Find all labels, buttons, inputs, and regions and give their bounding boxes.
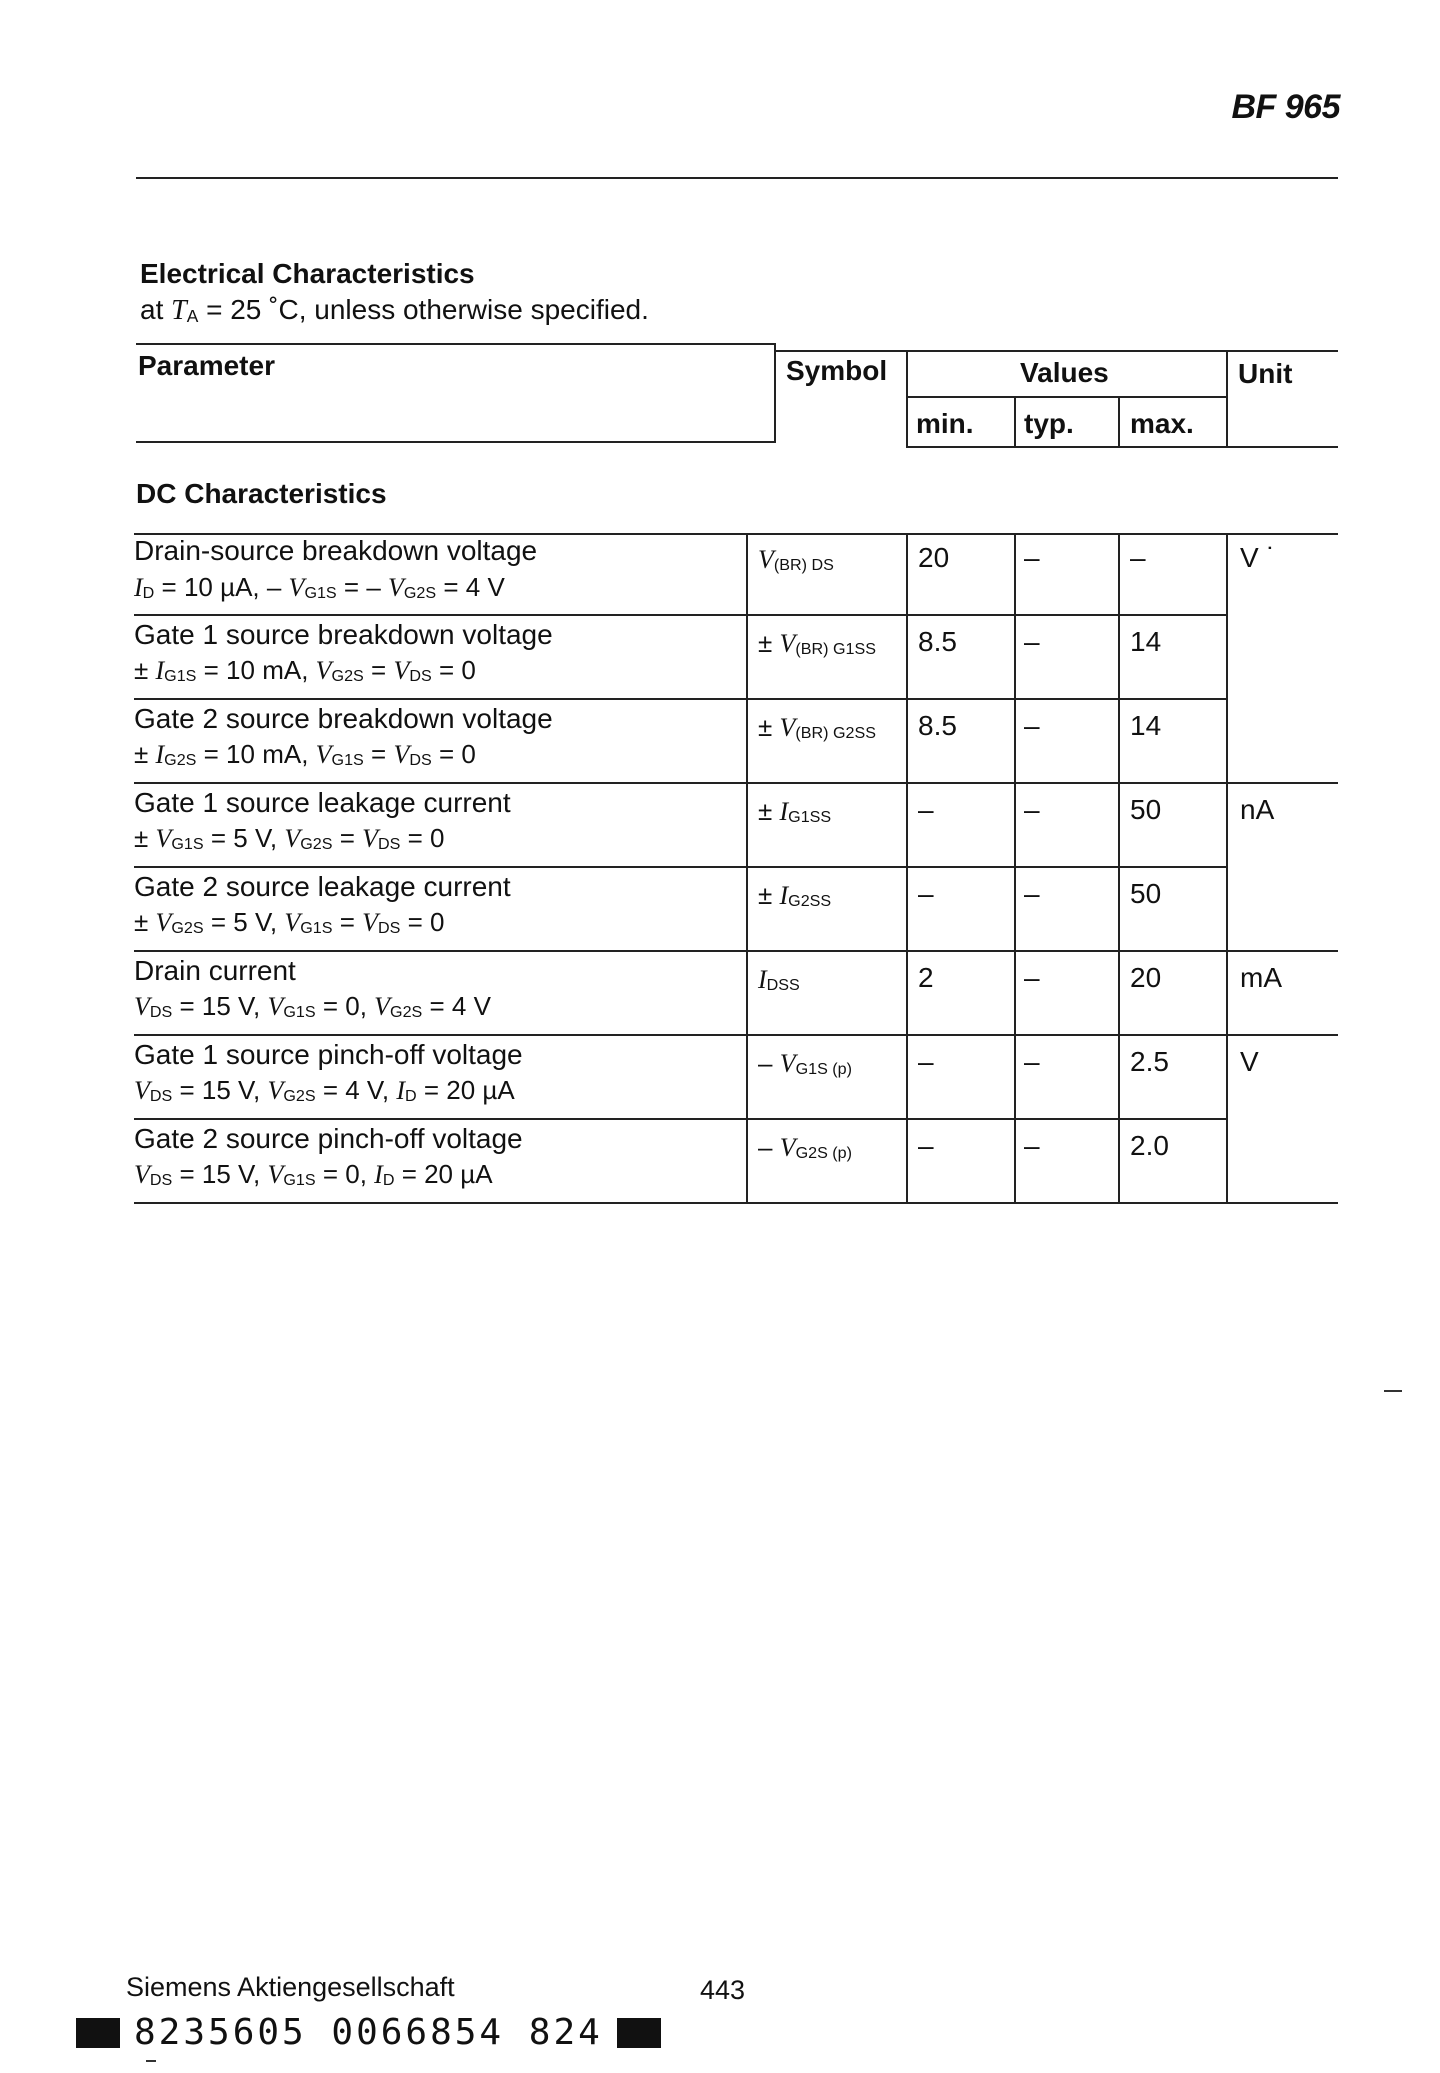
part-number: BF 965 (1231, 88, 1340, 126)
dc-characteristics-title: DC Characteristics (136, 478, 387, 509)
row-parameter: Gate 2 source pinch-off voltage (134, 1123, 523, 1154)
row-max: 2.5 (1130, 1046, 1169, 1077)
row-max: 2.0 (1130, 1130, 1169, 1161)
header-symbol: Symbol (786, 355, 888, 386)
footer-barcode (76, 2012, 661, 2053)
row-parameter: Gate 1 source pinch-off voltage (134, 1039, 523, 1070)
header-typ: typ. (1024, 408, 1074, 439)
scan-mark (146, 2060, 156, 2062)
row-min: 20 (918, 542, 950, 573)
row-symbol: ± IG2SS (758, 880, 832, 911)
row-max: 14 (1130, 626, 1162, 657)
barcode-block-left (76, 2018, 120, 2048)
row-condition: ± IG2S = 10 mA, VG1S = VDS = 0 (134, 739, 476, 770)
barcode-text: 8235605 0066854 824 (134, 2012, 603, 2053)
footer-company: Siemens Aktiengesellschaft (126, 1972, 455, 2002)
row-symbol: – VG1S (p) (758, 1048, 852, 1079)
row-parameter: Gate 1 source breakdown voltage (134, 619, 553, 650)
row-typ: – (1024, 542, 1040, 573)
section-title: Electrical Characteristics (140, 258, 475, 289)
row-min: – (918, 794, 934, 825)
row-typ: – (1024, 962, 1040, 993)
header-unit: Unit (1238, 358, 1293, 389)
row-min: – (918, 1130, 934, 1161)
row-parameter: Drain-source breakdown voltage (134, 535, 538, 566)
barcode-block-right (617, 2018, 661, 2048)
row-typ: – (1024, 710, 1040, 741)
row-condition: ± IG1S = 10 mA, VG2S = VDS = 0 (134, 655, 476, 686)
row-unit: V ˙ (1240, 542, 1276, 573)
row-max: 50 (1130, 794, 1162, 825)
row-typ: – (1024, 794, 1040, 825)
section-condition: at TA = 25 ˚C, unless otherwise specified. (140, 294, 649, 326)
row-parameter: Drain current (134, 955, 296, 986)
row-parameter: Gate 2 source breakdown voltage (134, 703, 553, 734)
header-values: Values (1020, 357, 1109, 388)
header-parameter: Parameter (138, 350, 275, 381)
row-min: 8.5 (918, 626, 957, 657)
row-parameter: Gate 1 source leakage current (134, 787, 511, 818)
row-max: 20 (1130, 962, 1162, 993)
row-unit: nA (1240, 794, 1275, 825)
row-condition: ± VG1S = 5 V, VG2S = VDS = 0 (134, 823, 445, 854)
row-parameter: Gate 2 source leakage current (134, 871, 511, 902)
row-symbol: ± V(BR) G1SS (758, 628, 876, 659)
row-typ: – (1024, 1046, 1040, 1077)
page-number: 443 (700, 1975, 746, 2005)
header-max: max. (1130, 408, 1194, 439)
row-condition: VDS = 15 V, VG2S = 4 V, ID = 20 µA (134, 1075, 515, 1106)
row-condition: VDS = 15 V, VG1S = 0, ID = 20 µA (134, 1159, 493, 1190)
row-unit: V (1240, 1046, 1259, 1077)
row-min: – (918, 1046, 934, 1077)
header-min: min. (916, 408, 974, 439)
row-condition: VDS = 15 V, VG1S = 0, VG2S = 4 V (134, 991, 491, 1022)
row-symbol: – VG2S (p) (758, 1132, 852, 1163)
scan-mark (1384, 1390, 1402, 1392)
row-symbol: ± V(BR) G2SS (758, 712, 876, 743)
row-condition: ± VG2S = 5 V, VG1S = VDS = 0 (134, 907, 445, 938)
row-min: 8.5 (918, 710, 957, 741)
header-rule (136, 177, 1338, 179)
row-condition: ID = 10 µA, – VG1S = – VG2S = 4 V (134, 572, 505, 603)
row-typ: – (1024, 1130, 1040, 1161)
row-max: 14 (1130, 710, 1162, 741)
row-symbol: V(BR) DS (758, 545, 834, 575)
row-symbol: IDSS (758, 965, 800, 995)
row-typ: – (1024, 626, 1040, 657)
row-max: 50 (1130, 878, 1162, 909)
row-unit: mA (1240, 962, 1282, 993)
row-max: – (1130, 542, 1146, 573)
row-typ: – (1024, 878, 1040, 909)
row-symbol: ± IG1SS (758, 796, 832, 827)
row-min: 2 (918, 962, 934, 993)
row-min: – (918, 878, 934, 909)
